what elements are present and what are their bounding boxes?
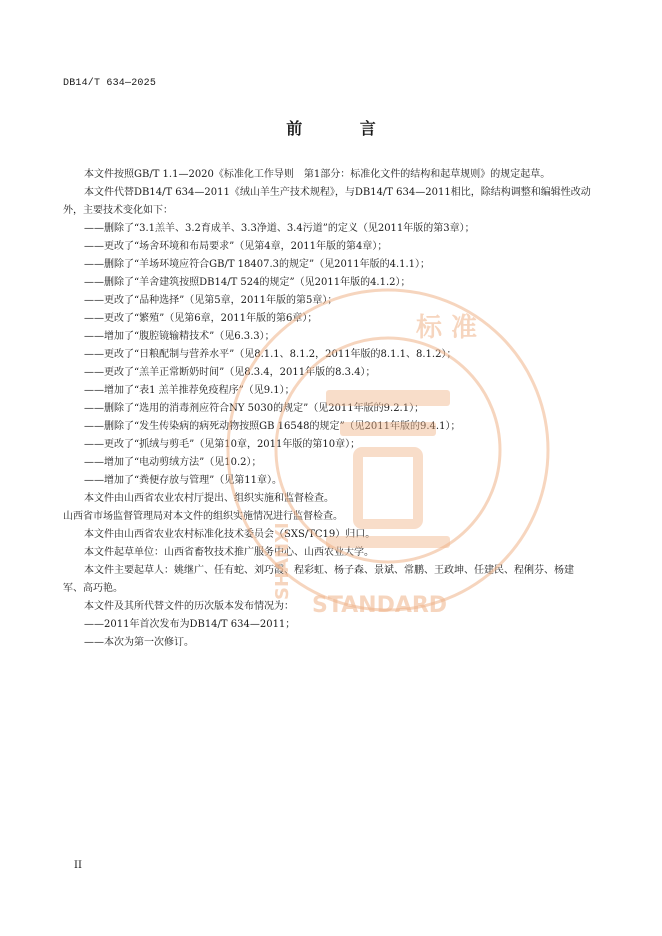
list-item: ——更改了“羔羊正常断奶时间”（见8.3.4，2011年版的8.3.4）； (84, 367, 376, 378)
list-item: ——更改了“日粮配制与营养水平”（见8.1.1、8.1.2，2011年版的8.1.1、8.1.2）； (84, 349, 457, 360)
paragraph-replacement: 本文件代替DB14/T 634—2011《绒山羊生产技术规程》，与DB14/T 634—2011相比，除结构调整和编辑性改动外，主要技术变化如下： (63, 187, 591, 216)
watermark-text-side: SHANXI (272, 522, 293, 600)
statement-history-intro: 本文件及其所代替文件的历次版本发布情况为： (84, 601, 294, 612)
changes-list (63, 220, 593, 490)
list-item: ——增加了“腹腔镜输精技术”（见6.3.3）； (84, 331, 275, 342)
document-body (63, 166, 593, 652)
paragraph-drafting-rule: 本文件按照GB/T 1.1—2020《标准化工作导则 第1部分：标准化文件的结构和起草规则》的规定起草。 (84, 169, 551, 180)
history-item: ——本次为第一次修订。 (84, 637, 194, 648)
list-item: ——更改了“抓绒与剪毛”（见第10章，2011年版的第10章）； (84, 439, 361, 450)
list-item: ——删除了“选用的消毒剂应符合NY 5030的规定”（见2011年版的9.2.1）； (84, 403, 425, 414)
list-item: ——删除了“羊场环境应符合GB/T 18407.3的规定”（见2011年版的4.1.1）； (84, 259, 431, 270)
page-number: II (74, 860, 82, 871)
list-item: ——增加了“粪便存放与管理”（见第11章）。 (84, 475, 282, 486)
statement-centralized: 本文件由山西省农业农村标准化技术委员会（SXS/TC19）归口。 (84, 529, 376, 540)
list-item: ——删除了“3.1羔羊、3.2育成羊、3.3净道、3.4污道”的定义（见2011年版的第3章）； (84, 223, 475, 234)
document-code: DB14/T 634—2025 (63, 78, 157, 89)
statement-drafters: 本文件主要起草人：姚继广、任有蛇、刘巧霞、程彩虹、杨子森、景斌、常鹏、王政坤、任建民、程俐芬、杨建军、高巧艳。 (63, 565, 574, 594)
list-item: ——更改了“品种选择”（见第5章，2011年版的第5章）； (84, 295, 338, 306)
list-item: ——删除了“羊舍建筑按照DB14/T 524的规定”（见2011年版的4.1.2）； (84, 277, 411, 288)
statement-drafting-units: 本文件起草单位：山西省畜牧技术推广服务中心、山西农业大学。 (84, 547, 374, 558)
watermark-text-en: STANDARD (312, 593, 448, 618)
list-item: ——增加了“电动剪绒方法”（见10.2）； (84, 457, 262, 468)
statement-supervision: 山西省市场监督管理局对本文件的组织实施情况进行监督检查。 (63, 511, 343, 522)
list-item: ——更改了“场舍环境和布局要求”（见第4章，2011年版的第4章）； (84, 241, 388, 252)
statement-proposed: 本文件由山西省农业农村厅提出、组织实施和监督检查。 (84, 493, 334, 504)
list-item: ——更改了“繁殖”（见第6章，2011年版的第6章）； (84, 313, 318, 324)
page-title: 前 言 (286, 119, 402, 138)
list-item: ——增加了“表1 羔羊推荐免疫程序”（见9.1）； (84, 385, 295, 396)
list-item: ——删除了“发生传染病的病死动物按照GB 16548的规定”（见2011年版的9.4.1）； (84, 421, 461, 432)
watermark-text-cn: 标 准 (416, 313, 478, 343)
history-item: ——2011年首次发布为DB14/T 634—2011； (84, 619, 296, 630)
